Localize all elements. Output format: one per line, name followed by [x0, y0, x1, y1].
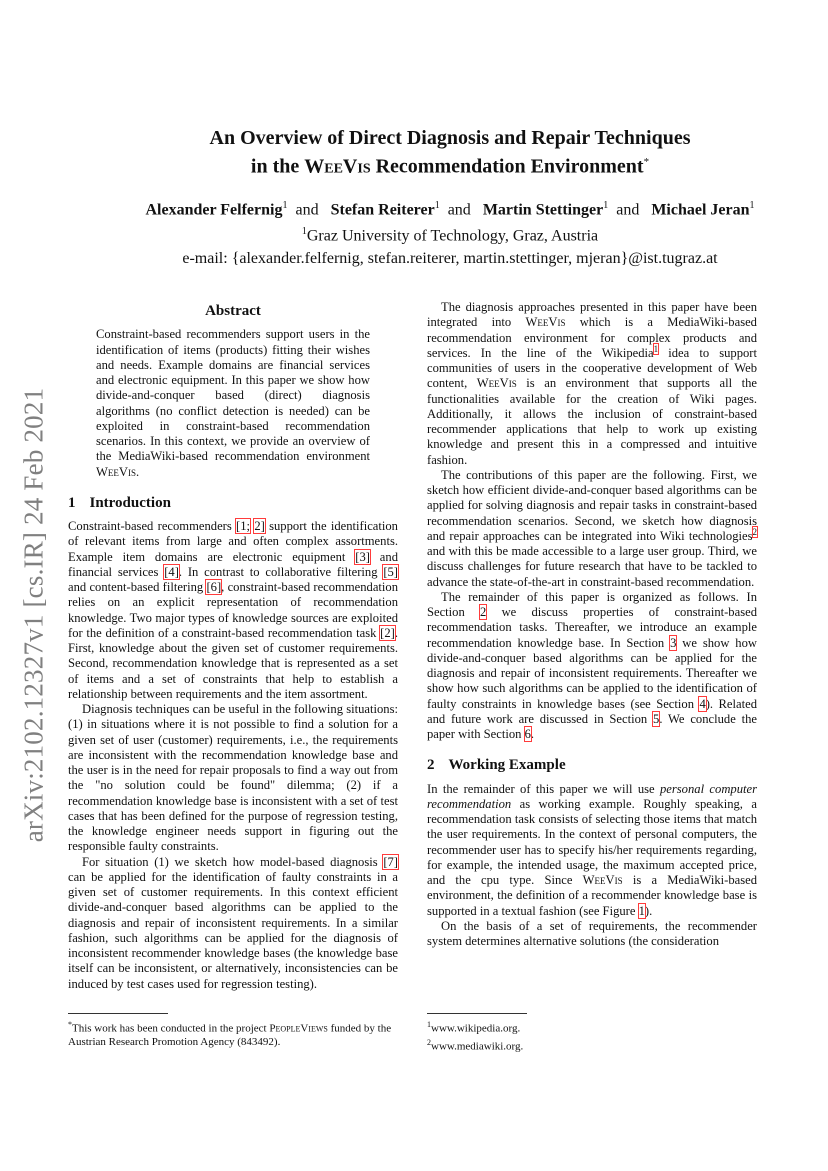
footnote-star: *This work has been conducted in the project PeopleViews funded by the Austrian Research Promotion Agency (843492). — [68, 1020, 392, 1048]
intro-paragraph-3: For situation (1) we sketch how model-based diagnosis [7] can be applied for the identification of faulty constraints in a given set of customer requirements. In this context efficient divide-and-conquer based algorithms can be applied to the diagnosis and repair of inconsistent requirements. In a similar fashion, such algorithms can be applied for the diagnosis of inconsistent recommender knowledge bases (the knowledge base itself can be inconsistent, or alternatively, inconsistencies can be induced by test cases used for regression testing). — [68, 854, 398, 991]
citation-link[interactable]: [1; — [236, 519, 251, 533]
figure-link[interactable]: 1 — [638, 903, 645, 918]
intro-paragraph-6: The remainder of this paper is organized as follows. In Section 2 we discuss properties of constraint-based recommendation tasks. Thereafter, we introduce an example recommendation knowledge base. In Section 3 we show how divide-and-conquer based algorithms can be applied for the diagnosis and repair of inconsistent requirements. Thereafter we show how such algorithms can be applied to the identification of faulty constraints in knowledge bases (see Section 4). Related and future work are discussed in Section 5. We conclude the paper with Section 6. — [427, 589, 757, 741]
section-link[interactable]: 5 — [653, 711, 660, 726]
citation-link[interactable]: [2] — [380, 625, 395, 640]
section-link[interactable]: 6 — [524, 727, 531, 741]
section-link[interactable]: 2 — [480, 605, 487, 619]
citation-link[interactable]: [5] — [383, 564, 398, 579]
section-link[interactable]: 4 — [699, 696, 706, 711]
working-example-paragraph-2: On the basis of a set of requirements, the recommender system determines alternative solutions (the consideration — [427, 918, 757, 948]
footnote-2: $^2$www.mediawiki.org. — [427, 1037, 524, 1053]
paper-title — [70, 126, 828, 179]
citation-link[interactable]: [7] — [383, 854, 398, 869]
intro-paragraph-4: The diagnosis approaches presented in this paper have been integrated into WeeVis which is a MediaWiki-based recommendation environment for complex products and services. In the line of the Wikipedia$^1$ idea to support communities of users in the cooperative development of Web content, WeeVis is an environment that supports all the functionalities available for the creation of Wiki pages. Additionally, it allows the inclusion of constraint-based recommender applications that help to work up existing knowledge and present this in a compressed and intuitive fashion. — [427, 300, 757, 467]
abstract-heading: Abstract — [205, 303, 261, 319]
affiliation: $^1$Graz University of Technology, Graz, Austria — [301, 226, 599, 245]
citation-link[interactable]: [3] — [355, 549, 370, 564]
working-example-paragraph-1: In the remainder of this paper we will use personal computer recommendation as working example. Roughly speaking, a recommendation task consists of selecting those items that match the user requirements. In the context of personal computers, the recommender user has to specify his/her requirements regarding, for example, the intended usage, the maximum accepted price, and the cpu type. Since WeeVis is a MediaWiki-based environment, the definition of a recommender knowledge base is supported in a textual fashion (see Figure 1). — [427, 781, 757, 918]
intro-paragraph-5: The contributions of this paper are the following. First, we sketch how efficient divide-and-conquer based algorithms can be applied for solving diagnosis and repair tasks in constraint-based recommendation scenarios. Second, we sketch how diagnosis and repair approaches can be integrated into Wiki technologies$^2$ and with this be made accessible to a large user group. Third, we discuss challenges for future research that have to be tackled to advance the state-of-the-art in constraint-based recommendation. — [427, 467, 757, 589]
footnote-rule — [427, 1013, 527, 1014]
author-names: Alexander Felfernig$^1$ and Stefan Reiterer$^1$ and Martin Stettinger$^1$ and Michael Jeran$^1$ — [145, 200, 755, 219]
footnote-link[interactable]: 1 — [653, 343, 659, 354]
citation-link[interactable]: [6] — [206, 580, 222, 594]
footnote-1: $^1$www.wikipedia.org. — [427, 1020, 521, 1035]
section-link[interactable]: 3 — [670, 635, 677, 650]
footnote-link[interactable]: 2 — [752, 526, 757, 537]
right-column — [427, 300, 757, 949]
abstract-text: Constraint-based recommenders support users in the identification of items (products) fitting their wishes and needs. Example domains are financial services and electronic equipment. In this paper we show how divide-and-conquer based (direct) diagnosis algorithms (no conflict detection is needed) can be exploited in constraint-based recommendation scenarios. In this context, we provide an overview of the MediaWiki-based recommendation environment WeeVis. — [96, 327, 370, 479]
arxiv-stamp: arXiv:2102.12327v1 [cs.IR] 24 Feb 2021 — [18, 387, 49, 843]
intro-paragraph-2: Diagnosis techniques can be useful in the following situations: (1) in situations where it is not possible to find a solution for a given set of user (customer) requirements, i.e., the requirements are inconsistent with the recommendation knowledge base and the user is in the need for repair proposals to find a way out from the "no solution could be found" dilemma; (2) if a recommendation knowledge base is inconsistent with a set of test cases that has been defined for the purpose of regression testing, the knowledge engineer needs support in figuring out the responsible faulty constraints. — [68, 702, 398, 854]
author-block — [70, 195, 828, 270]
section-2-heading: 2 Working Example — [427, 757, 566, 774]
citation-link[interactable]: 2] — [254, 519, 265, 533]
intro-paragraph-1: Constraint-based recommenders [1; 2] support the identification of relevant items from large and often complex assortments. Example item domains are electronic equipment [3] and financial services [4]. In contrast to collaborative filtering [5] and content-based filtering [6], constraint-based recommendation relies on an explicit representation of recommendation knowledge. Two major types of knowledge sources are exploited for the definition of a constraint-based recommendation task [2]. First, knowledge about the given set of customer requirements. Second, recommendation knowledge that is represented as a set of items and a set of constraints that help to establish a relationship between requirements and the item assortment. — [68, 519, 398, 701]
citation-link[interactable]: [4] — [164, 564, 179, 579]
footnote-right — [427, 1013, 757, 1053]
title-line-2: in the WeeVis Recommendation Environment* — [250, 155, 650, 178]
footnote-left — [68, 1013, 398, 1049]
title-line-1: An Overview of Direct Diagnosis and Repair Techniques — [209, 127, 691, 149]
left-column — [68, 300, 398, 992]
email: e-mail: {alexander.felfernig, stefan.reiterer, martin.stettinger, mjeran}@ist.tugraz.at — [182, 249, 718, 267]
footnote-rule — [68, 1013, 168, 1014]
section-1-heading: 1 Introduction — [68, 494, 171, 511]
